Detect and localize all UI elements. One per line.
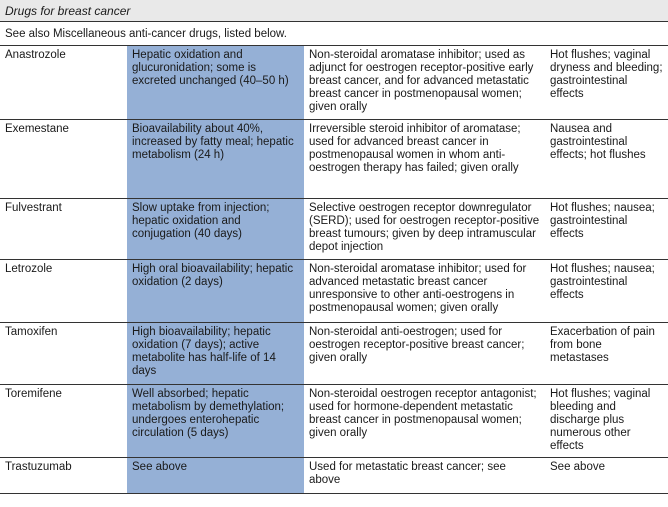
see-also-note: See also Miscellaneous anti-cancer drugs, listed below. xyxy=(0,22,668,46)
drug-table xyxy=(0,46,668,494)
pharmacokinetics-cell: Hepatic oxidation and glucuronidation; some is excreted unchanged (40–50 h) xyxy=(127,46,304,119)
drug-name: Anastrozole xyxy=(0,46,127,119)
clinical-use-cell: Non-steroidal aromatase inhibitor; used as adjunct for oestrogen receptor-positive early breast cancer, and for advanced metastatic breast cancer in postmenopausal women; given orally xyxy=(304,46,545,119)
adverse-effects-cell: Exacerbation of pain from bone metastases xyxy=(545,322,668,384)
drug-name: Tamoxifen xyxy=(0,322,127,384)
drug-name: Fulvestrant xyxy=(0,198,127,259)
table-row xyxy=(0,457,668,493)
table-row xyxy=(0,384,668,457)
adverse-effects-cell: Hot flushes; vaginal bleeding and discharge plus numerous other effects xyxy=(545,384,668,457)
pharmacokinetics-cell: See above xyxy=(127,457,304,493)
table-row xyxy=(0,46,668,119)
table-row xyxy=(0,259,668,322)
adverse-effects-cell: Hot flushes; nausea; gastrointestinal effects xyxy=(545,259,668,322)
pharmacokinetics-cell: Slow uptake from injection; hepatic oxidation and conjugation (40 days) xyxy=(127,198,304,259)
adverse-effects-cell: Nausea and gastrointestinal effects; hot flushes xyxy=(545,119,668,198)
pharmacokinetics-cell: High bioavailability; hepatic oxidation (7 days); active metabolite has half-life of 14 days xyxy=(127,322,304,384)
adverse-effects-cell: Hot flushes; vaginal dryness and bleeding; gastrointestinal effects xyxy=(545,46,668,119)
clinical-use-cell: Used for metastatic breast cancer; see above xyxy=(304,457,545,493)
clinical-use-cell: Selective oestrogen receptor downregulator (SERD); used for oestrogen receptor-positive breast tumours; given by deep intramuscular depot injection xyxy=(304,198,545,259)
pharmacokinetics-cell: Bioavailability about 40%, increased by fatty meal; hepatic metabolism (24 h) xyxy=(127,119,304,198)
table-title: Drugs for breast cancer xyxy=(0,0,668,22)
clinical-use-cell: Non-steroidal oestrogen receptor antagonist; used for hormone-dependent metastatic breast cancer in postmenopausal women; given orally xyxy=(304,384,545,457)
pharmacokinetics-cell: Well absorbed; hepatic metabolism by demethylation; undergoes enterohepatic circulation (5 days) xyxy=(127,384,304,457)
table-row xyxy=(0,119,668,198)
table-row xyxy=(0,322,668,384)
drug-name: Exemestane xyxy=(0,119,127,198)
drug-name: Letrozole xyxy=(0,259,127,322)
clinical-use-cell: Non-steroidal anti-oestrogen; used for oestrogen receptor-positive breast cancer; given orally xyxy=(304,322,545,384)
adverse-effects-cell: Hot flushes; nausea; gastrointestinal effects xyxy=(545,198,668,259)
drug-name: Trastuzumab xyxy=(0,457,127,493)
clinical-use-cell: Irreversible steroid inhibitor of aromatase; used for advanced breast cancer in postmenopausal women in whom anti-oestrogen therapy has failed; given orally xyxy=(304,119,545,198)
table-row xyxy=(0,198,668,259)
pharmacokinetics-cell: High oral bioavailability; hepatic oxidation (2 days) xyxy=(127,259,304,322)
clinical-use-cell: Non-steroidal aromatase inhibitor; used for advanced metastatic breast cancer unresponsive to other anti-oestrogens in postmenopausal women; given orally xyxy=(304,259,545,322)
adverse-effects-cell: See above xyxy=(545,457,668,493)
drug-name: Toremifene xyxy=(0,384,127,457)
